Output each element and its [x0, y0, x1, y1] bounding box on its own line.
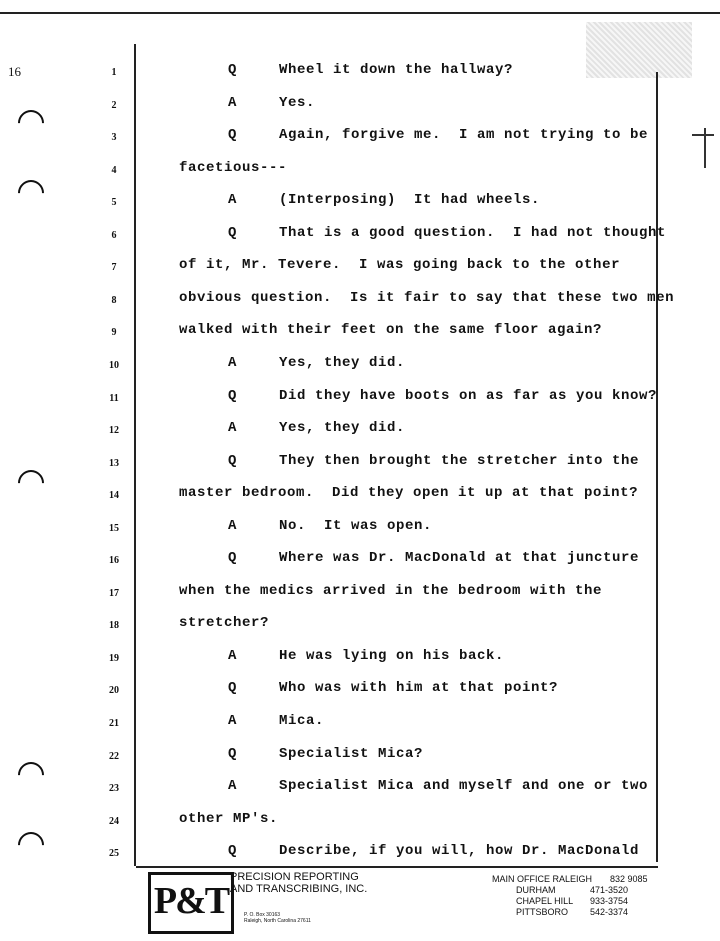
- line-number: 11: [109, 392, 119, 404]
- transcript-line: [0, 416, 720, 448]
- line-text: facetious---: [179, 159, 288, 176]
- transcript-line: [0, 644, 720, 676]
- line-text: stretcher?: [179, 615, 270, 632]
- speaker-label: Q: [228, 62, 237, 78]
- line-text: Mica.: [279, 713, 325, 729]
- line-number: 12: [109, 425, 119, 437]
- transcript-line: [0, 91, 720, 123]
- line-number: 22: [109, 750, 119, 762]
- transcript-line: [0, 709, 720, 741]
- line-text: Who was with him at that point?: [279, 680, 559, 697]
- transcript-line: [0, 546, 720, 578]
- line-text: (Interposing) It had wheels.: [279, 192, 541, 209]
- line-text: Describe, if you will, how Dr. MacDonald: [279, 843, 640, 860]
- line-number: 5: [111, 197, 117, 209]
- line-text: when the medics arrived in the bedroom with the: [179, 582, 603, 599]
- speaker-label: Q: [228, 387, 237, 404]
- line-text: Did they have boots on as far as you know?: [279, 387, 658, 404]
- transcript-line: [0, 318, 720, 350]
- line-number: 25: [109, 848, 119, 860]
- line-text: obvious question. Is it fair to say that these two men: [179, 289, 675, 306]
- line-number: 1: [111, 67, 117, 78]
- speaker-label: Q: [228, 843, 237, 860]
- speaker-label: A: [228, 647, 237, 664]
- line-text: of it, Mr. Tevere. I was going back to the other: [179, 257, 621, 274]
- line-number: 19: [109, 652, 119, 664]
- line-number: 2: [111, 99, 117, 111]
- office-row: DURHAM 471-3520: [516, 885, 629, 895]
- line-text: Again, forgive me. I am not trying to be: [279, 127, 649, 144]
- speaker-label: A: [228, 420, 237, 437]
- transcript-line: [0, 742, 720, 774]
- transcript-line: [0, 253, 720, 285]
- line-number: 15: [109, 522, 119, 534]
- line-number: 7: [111, 262, 117, 274]
- line-text: Yes.: [279, 94, 316, 111]
- speaker-label: Q: [228, 127, 237, 144]
- line-text: He was lying on his back.: [279, 647, 505, 664]
- transcript-line: [0, 807, 720, 839]
- company-address: P. O. Box 30163 Raleigh, North Carolina 27611: [244, 912, 311, 924]
- line-number: 8: [111, 294, 117, 306]
- speaker-label: A: [228, 517, 237, 534]
- speaker-label: A: [228, 192, 237, 209]
- transcript-line: [0, 58, 720, 90]
- speaker-label: A: [228, 354, 237, 371]
- speaker-label: Q: [228, 680, 237, 697]
- top-rule: [0, 12, 720, 14]
- line-number: 14: [109, 490, 119, 502]
- line-text: They then brought the stretcher into the: [279, 452, 640, 469]
- line-number: 20: [109, 685, 119, 697]
- page-number: 16: [8, 64, 21, 79]
- transcript-line: [0, 384, 720, 416]
- transcript-line: [0, 839, 720, 871]
- line-text: Where was Dr. MacDonald at that juncture: [279, 550, 640, 567]
- transcript-line: [0, 156, 720, 188]
- line-number: 6: [111, 229, 117, 241]
- line-number: 17: [109, 587, 119, 599]
- line-text: No. It was open.: [279, 517, 433, 534]
- line-text: Wheel it down the hallway?: [279, 62, 514, 78]
- speaker-label: Q: [228, 550, 237, 567]
- speaker-label: A: [228, 713, 237, 729]
- transcript-line: [0, 514, 720, 546]
- line-text: Specialist Mica?: [279, 745, 424, 762]
- line-number: 18: [109, 620, 119, 632]
- speaker-label: A: [228, 94, 237, 111]
- line-number: 21: [109, 718, 119, 729]
- line-text: Yes, they did.: [279, 354, 406, 371]
- transcript-line: [0, 351, 720, 383]
- line-number: 24: [109, 815, 119, 827]
- transcript-line: [0, 449, 720, 481]
- line-number: 4: [111, 164, 117, 176]
- line-text: master bedroom. Did they open it up at that point?: [179, 485, 639, 502]
- line-number: 13: [109, 457, 119, 469]
- speaker-label: Q: [228, 745, 237, 762]
- line-text: That is a good question. I had not thought: [279, 224, 667, 241]
- office-row: PITTSBORO 542-3374: [516, 907, 629, 917]
- line-text: Specialist Mica and myself and one or two: [279, 778, 649, 795]
- line-number: 3: [111, 132, 117, 144]
- company-name: PRECISION REPORTING AND TRANSCRIBING, INC.: [230, 871, 368, 895]
- transcript-line: [0, 221, 720, 253]
- office-list: [492, 874, 648, 918]
- line-text: other MP's.: [179, 810, 279, 827]
- transcript-line: [0, 611, 720, 643]
- transcript-line: [0, 123, 720, 155]
- line-number: 23: [109, 783, 119, 795]
- line-number: 16: [109, 555, 119, 567]
- transcript-line: [0, 286, 720, 318]
- speaker-label: Q: [228, 224, 237, 241]
- transcript-line: [0, 579, 720, 611]
- line-text: walked with their feet on the same floor again?: [179, 322, 603, 339]
- transcript-line: [0, 481, 720, 513]
- speaker-label: Q: [228, 452, 237, 469]
- company-logo: P&T: [148, 872, 234, 934]
- speaker-label: A: [228, 778, 237, 795]
- line-number: 10: [109, 359, 119, 371]
- transcript-line: [0, 676, 720, 708]
- line-number: 9: [111, 327, 117, 339]
- office-row: MAIN OFFICE RALEIGH 832 9085: [492, 874, 648, 884]
- office-row: CHAPEL HILL 933-3754: [516, 896, 629, 906]
- transcript-line: [0, 774, 720, 806]
- line-text: Yes, they did.: [279, 420, 406, 437]
- transcript-line: [0, 188, 720, 220]
